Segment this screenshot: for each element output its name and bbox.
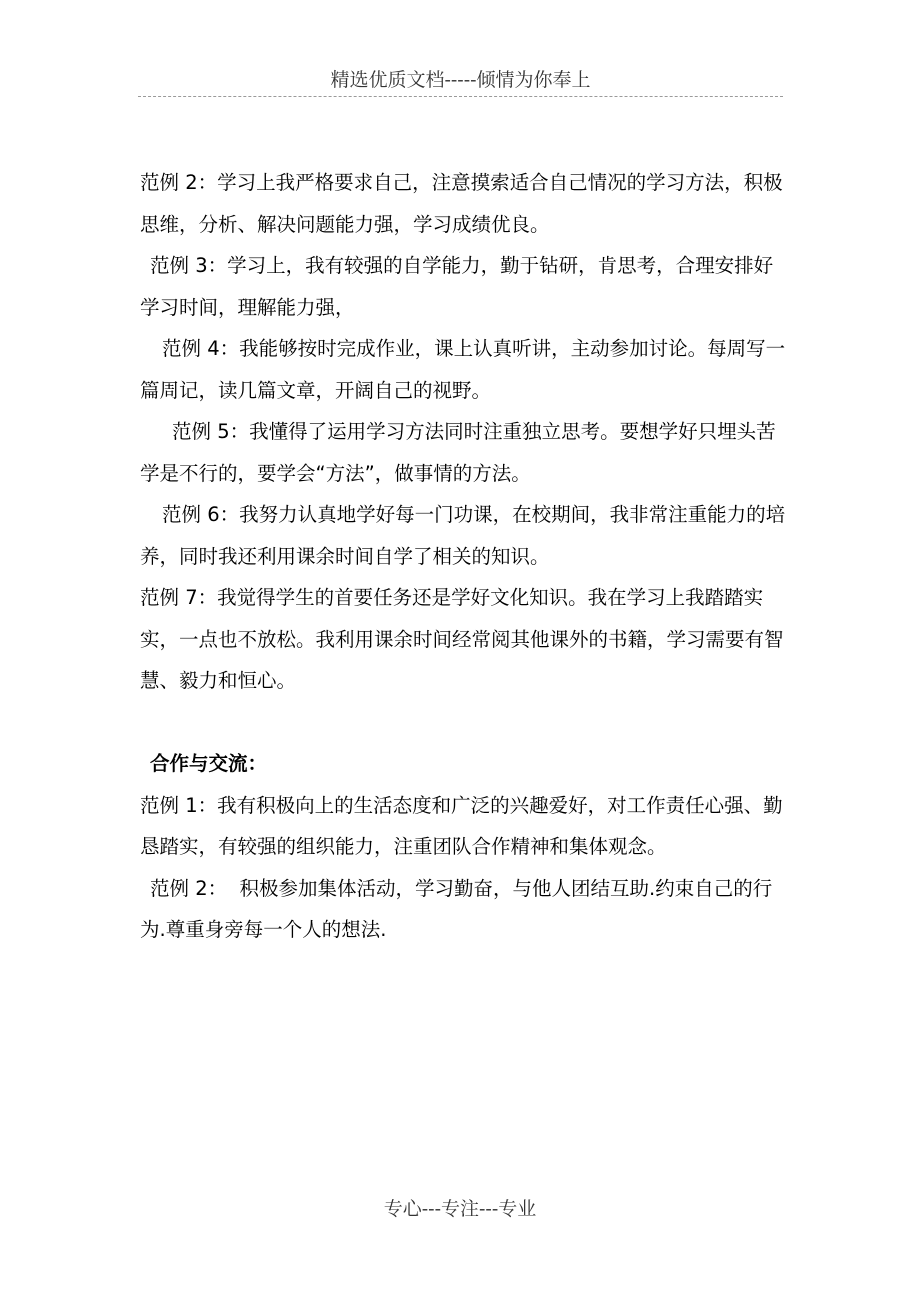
study-example-7: 范例 7：我觉得学生的首要任务还是学好文化知识。我在学习上我踏踏实实，一点也不放松。我利用课余时间经常阅其他课外的书籍，学习需要有智慧、毅力和恒心。 (140, 586, 784, 692)
header-divider (138, 96, 783, 97)
study-example-6: 范例 6：我努力认真地学好每一门功课，在校期间，我非常注重能力的培养，同时我还利用课余时间自学了相关的知识。 (140, 503, 786, 568)
section-spacer (140, 702, 788, 744)
cooperation-example-1: 范例 1：我有积极向上的生活态度和广泛的兴趣爱好，对工作责任心强、勤恳踏实，有较强的组织能力，注重团队合作精神和集体观念。 (140, 793, 783, 858)
document-body (140, 162, 788, 951)
cooperation-example-2: 范例 2： 积极参加集体活动，学习勤奋，与他人团结互助.约束自己的行为.尊重身旁每一个人的想法. (140, 876, 773, 941)
study-example-3: 范例 3：学习上，我有较强的自学能力，勤于钻研，肯思考，合理安排好学习时间，理解能力强， (140, 254, 774, 319)
study-example-5: 范例 5：我懂得了运用学习方法同时注重独立思考。要想学好只埋头苦学是不行的，要学会“方法”，做事情的方法。 (140, 420, 776, 485)
study-example-2: 范例 2：学习上我严格要求自己，注意摸索适合自己情况的学习方法，积极思维，分析、解决问题能力强，学习成绩优良。 (140, 171, 783, 236)
study-example-4: 范例 4：我能够按时完成作业，课上认真听讲，主动参加讨论。每周写一篇周记，读几篇文章，开阔自己的视野。 (140, 337, 786, 402)
page-header: 精选优质文档-----倾情为你奉上 (330, 69, 591, 91)
cooperation-section-title: 合作与交流： (150, 752, 268, 775)
page-footer: 专心---专注---专业 (383, 1198, 537, 1220)
